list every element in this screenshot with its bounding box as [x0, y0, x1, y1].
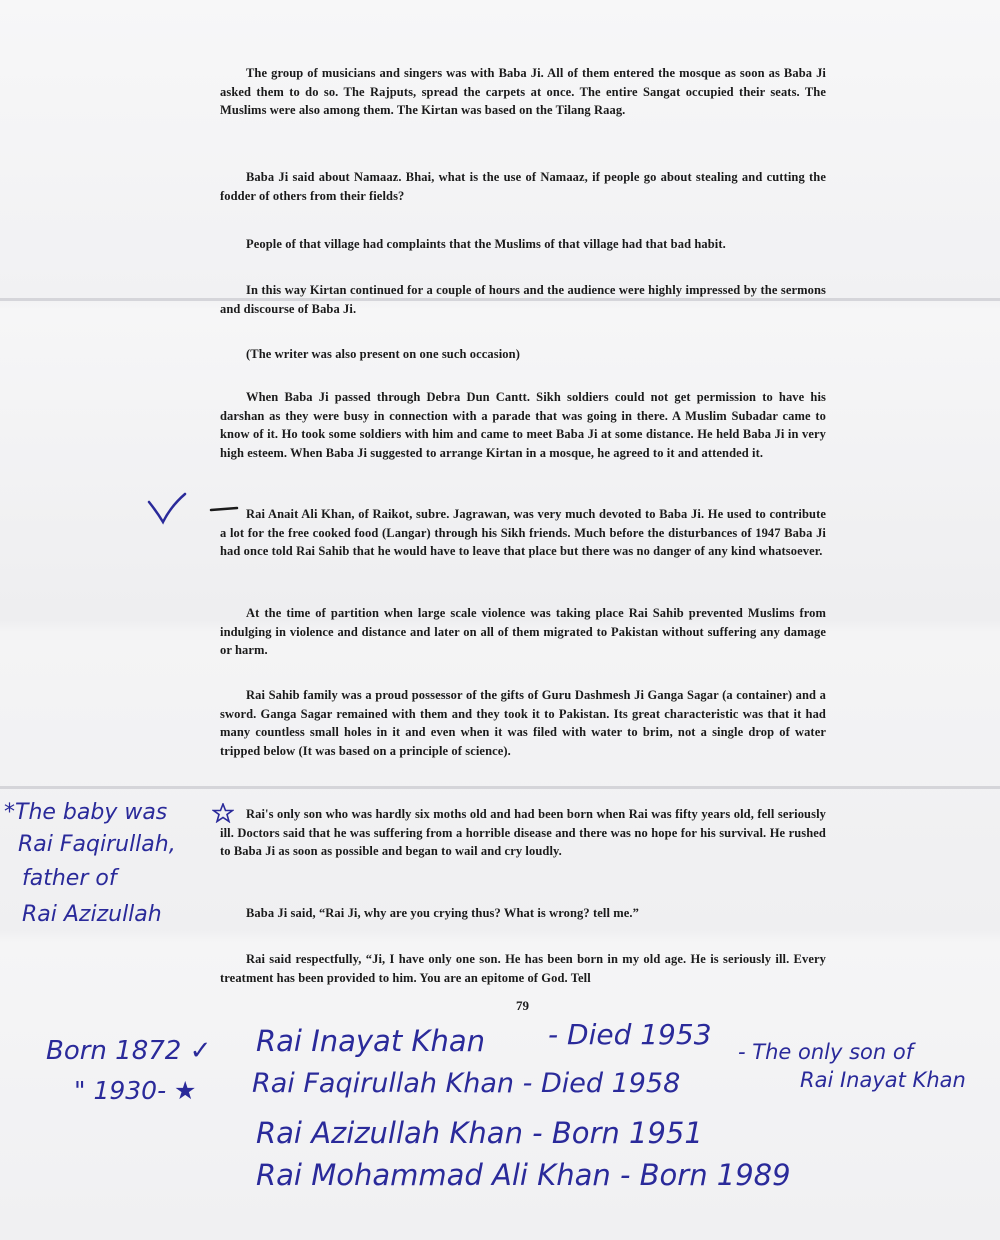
paragraph-complaints	[220, 235, 826, 254]
genealogy-note: - The only son of	[738, 1040, 914, 1064]
paragraph-rai-anait	[220, 505, 826, 561]
paragraph-text: Baba Ji said about Namaaz. Bhai, what is the use of Namaaz, if people go about stealing and cutting the fodder of others from their fields?	[220, 170, 826, 203]
star-icon	[212, 803, 234, 823]
margin-note-line: Rai Faqirullah,	[18, 832, 176, 857]
paragraph-namaaz	[220, 168, 826, 205]
genealogy-prefix: " 1930- ★	[74, 1076, 197, 1105]
paragraph-writer-present	[220, 345, 826, 364]
fold-line	[0, 786, 1000, 789]
paragraph-text: Rai Sahib family was a proud possessor of the gifts of Guru Dashmesh Ji Ganga Sagar (a container) and a sword. Ganga Sagar remained with them and they took it to Pakistan. Its great characteristic was that it had many countless small holes in it and even when it was filed with water to brim, not a single drop of water tripped below (It was based on a principle of science).	[220, 688, 826, 758]
genealogy-name: Rai Mohammad Ali Khan - Born 1989	[256, 1158, 791, 1192]
genealogy-name: Rai Azizullah Khan - Born 1951	[256, 1116, 703, 1150]
paragraph-partition	[220, 604, 826, 660]
paragraph-text: In this way Kirtan continued for a couple of hours and the audience were highly impressed by the sermons and discourse of Baba Ji.	[220, 283, 826, 316]
paragraph-text: (The writer was also present on one such occasion)	[246, 347, 520, 361]
genealogy-name: Rai Faqirullah Khan - Died 1958	[252, 1068, 681, 1099]
paragraph-text: The group of musicians and singers was with Baba Ji. All of them entered the mosque as soon as Baba Ji asked them to do so. The Rajputs, spread the carpets at once. The entire Sangat occupied their seats. The Muslims were also among them. The Kirtan was based on the Tilang Raag.	[220, 66, 826, 117]
genealogy-prefix: Born 1872 ✓	[46, 1036, 212, 1066]
margin-note-line: Rai Azizullah	[22, 902, 162, 927]
paragraph-musicians	[220, 64, 826, 120]
paragraph-kirtan	[220, 281, 826, 318]
margin-note-line: *The baby was	[4, 800, 168, 825]
paragraph-ganga-sagar	[220, 686, 826, 760]
paragraph-text: Baba Ji said, “Rai Ji, why are you crying thus? What is wrong? tell me.”	[246, 906, 639, 920]
genealogy-name: Rai Inayat Khan	[256, 1024, 485, 1058]
paragraph-text: At the time of partition when large scale violence was taking place Rai Sahib prevented Muslims from indulging in violence and distance and later on all of them migrated to Pakistan without suffering any damage or harm.	[220, 606, 826, 657]
checkmark-icon	[145, 492, 240, 526]
paragraph-baba-ji-said	[220, 904, 826, 923]
paragraph-rai-said	[220, 950, 826, 987]
paragraph-text: Rai's only son who was hardly six moths old and had been born when Rai was fifty years old, fell seriously ill. Doctors said that he was suffering from a horrible disease and there was no hope for his survival. He rushed to Baba Ji as soon as possible and began to wail and cry loudly.	[220, 807, 826, 858]
page-number: 79	[516, 998, 529, 1013]
genealogy-note: Rai Inayat Khan	[800, 1068, 966, 1092]
paragraph-text: When Baba Ji passed through Debra Dun Cantt. Sikh soldiers could not get permission to have his darshan as they were busy in connection with a parade that was going in there. A Muslim Subadar came to know of it. Ho took some soldiers with him and came to meet Baba Ji at some distance. He held Baba Ji in very high esteem. When Baba Ji suggested to arrange Kirtan in a mosque, he agreed to it and attended it.	[220, 390, 826, 460]
paragraph-text: People of that village had complaints that the Muslims of that village had that bad habit.	[246, 237, 726, 251]
paragraph-debra-dun	[220, 388, 826, 462]
paragraph-text: Rai Anait Ali Khan, of Raikot, subre. Jagrawan, was very much devoted to Baba Ji. He used to contribute a lot for the free cooked food (Langar) through his Sikh friends. Much before the disturbances of 1947 Baba Ji had once told Rai Sahib that he would have to leave that place but there was no danger of any kind whatsoever.	[220, 507, 826, 558]
margin-note-line: father of	[22, 866, 117, 891]
paragraph-text: Rai said respectfully, “Ji, I have only one son. He has been born in my old age. He is seriously ill. Every treatment has been provided to him. You are an epitome of God. Tell	[220, 952, 826, 985]
paragraph-only-son	[220, 805, 826, 861]
genealogy-died: - Died 1953	[548, 1018, 712, 1051]
